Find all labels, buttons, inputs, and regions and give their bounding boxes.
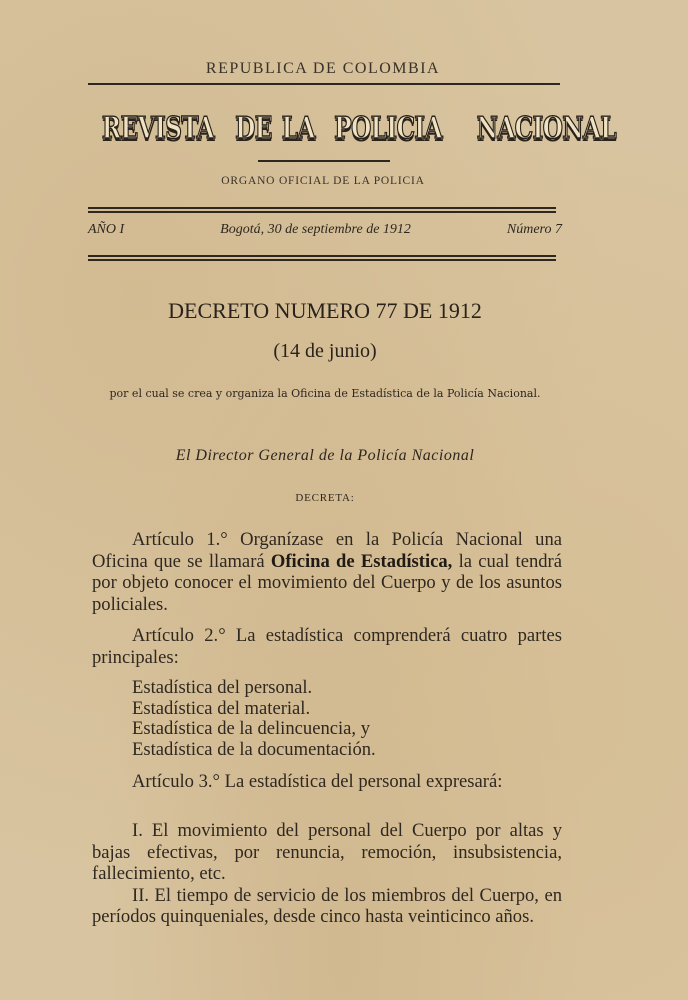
issue-info-bar xyxy=(88,222,562,238)
article-1-text-end: la cual tendrá por objeto conocer el movimiento del Cuerpo y de los asuntos policiales. xyxy=(92,550,562,615)
article-2-text: Artículo 2.° La estadística comprenderá cuatro partes principales: xyxy=(92,625,562,668)
year-label: AÑO I xyxy=(88,222,125,237)
list-item: I. El movimiento del personal del Cuerpo por altas y bajas efectivas, por renuncia, remoción, insubsistencia, fallecimiento, etc. xyxy=(92,820,562,884)
article-1 xyxy=(92,529,562,615)
masthead-word: NACIONAL xyxy=(476,110,616,146)
divider xyxy=(88,83,560,85)
decree-title: DECRETO NUMERO 77 DE 1912 xyxy=(168,298,482,323)
article-3-list xyxy=(92,820,562,928)
divider xyxy=(88,259,556,261)
masthead-word: REVISTA xyxy=(101,110,214,146)
masthead-word: POLICIA xyxy=(334,110,442,146)
article-3-text: Artículo 3.° La estadística del personal expresará: xyxy=(132,771,503,792)
article-3 xyxy=(92,771,562,793)
decree-date: (14 de junio) xyxy=(273,340,377,362)
issuer-line: El Director General de la Policía Nacional xyxy=(175,447,475,464)
divider xyxy=(88,207,556,209)
article-2 xyxy=(92,625,562,668)
issue-number: Número 7 xyxy=(506,222,562,237)
dateline: Bogotá, 30 de septiembre de 1912 xyxy=(220,222,411,237)
list-item: II. El tiempo de servicio de los miembros del Cuerpo, en períodos quinqueniales, desde cinco hasta veinticinco años. xyxy=(92,884,562,927)
article-2-list xyxy=(92,678,562,760)
article-1-text: Artículo 1.° Organízase en la Policía Nacional una Oficina que se llamará xyxy=(92,529,562,572)
divider xyxy=(258,160,390,162)
divider xyxy=(88,211,556,213)
list-item: Estadística del material. xyxy=(132,697,311,719)
list-item: Estadística del personal. xyxy=(132,677,313,698)
country-heading: REPUBLICA DE COLOMBIA xyxy=(205,60,441,77)
list-item: Estadística de la delincuencia, y xyxy=(132,718,371,739)
subtitle: ORGANO OFICIAL DE LA POLICIA xyxy=(221,175,425,187)
decreta-heading: DECRETA: xyxy=(295,492,355,504)
divider xyxy=(88,255,556,257)
list-item: Estadística de la documentación. xyxy=(132,738,376,760)
decree-purpose: por el cual se crea y organiza la Oficina de Estadística de la Policía Nacional. xyxy=(109,387,541,400)
masthead-word: LA xyxy=(281,110,315,146)
masthead-word: DE xyxy=(234,110,272,146)
masthead-title xyxy=(86,104,616,152)
office-name: Oficina de Estadística, xyxy=(270,550,453,572)
